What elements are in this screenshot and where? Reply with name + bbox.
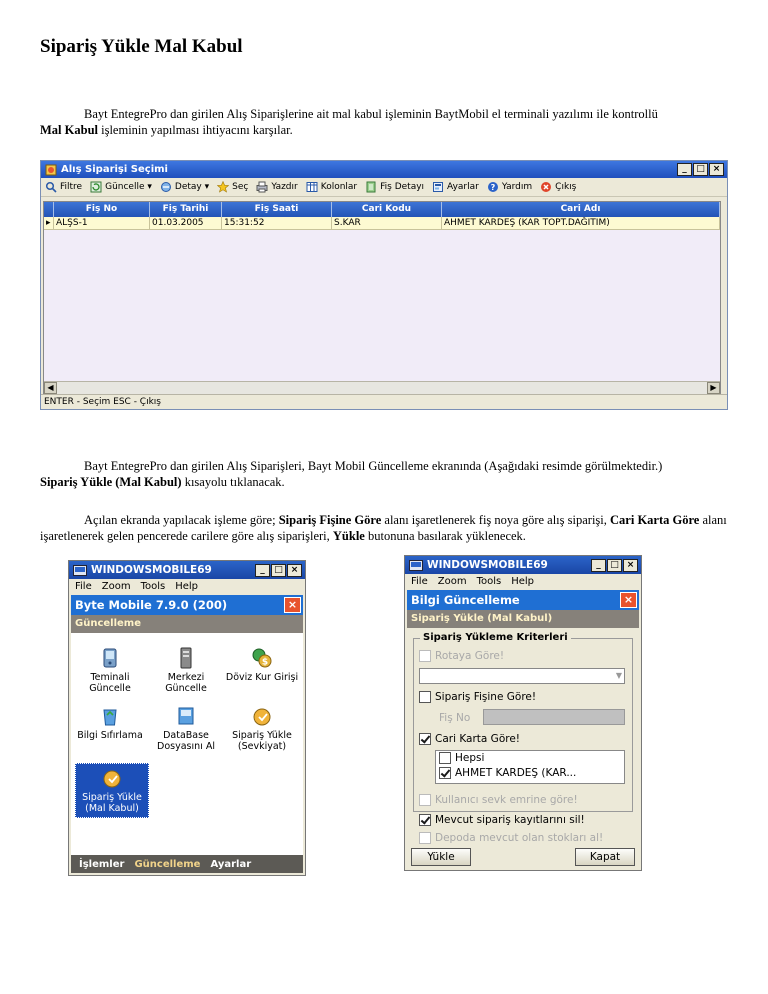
device-icon [409,560,423,571]
mobile-update-screen [68,560,306,876]
account-option[interactable]: Cari Karta Göre! [419,733,520,745]
central-update-shortcut[interactable]: Merkezi Güncelle [149,647,223,694]
menu-file[interactable]: File [411,576,428,587]
order-receive-icon [101,767,123,789]
menu-islemler[interactable]: İşlemler [79,858,125,870]
select-button[interactable]: Seç [217,181,248,193]
columns-button[interactable]: Kolonlar [306,181,357,193]
route-dropdown [419,668,625,684]
app-icon [45,164,57,176]
search-icon [45,181,57,193]
terminal-icon [99,647,121,669]
mobile-order-load-screen [404,555,642,871]
menu-tools[interactable]: Tools [476,576,502,587]
app-title: Bilgi Güncelleme × [407,590,639,610]
menu-zoom[interactable]: Zoom [101,581,131,592]
fis-no-input[interactable] [483,709,625,725]
close-dialog-button[interactable]: Kapat [575,848,635,866]
emulator-titlebar: WINDOWSMOBILE69 _ □ × [405,556,641,574]
order-receipt-option[interactable]: Sipariş Fişine Göre! [419,691,536,703]
cell-fis-tarihi: 01.03.2005 [150,217,222,229]
window-titlebar [41,161,727,178]
chevron-down-icon: ▼ [615,671,622,680]
delete-orders-checkbox[interactable] [419,814,431,826]
cell-cari-kodu: S.KAR [332,217,442,229]
update-button[interactable]: Güncelle ▾ [90,181,152,193]
column-header-fis-tarihi[interactable]: Fiş Tarihi [150,202,222,217]
emulator-titlebar: WINDOWSMOBILE69 _ □ × [69,561,305,579]
delete-orders-option[interactable]: Mevcut sipariş kayıtlarını sil! [419,814,585,826]
currency-icon [251,647,273,669]
menu-zoom[interactable]: Zoom [437,576,467,587]
menu-tools[interactable]: Tools [140,581,166,592]
app-close-button[interactable]: × [620,592,637,608]
user-shipment-checkbox [419,794,431,806]
bottom-menu [71,855,303,873]
close-button[interactable]: × [623,559,638,572]
scroll-right-icon[interactable]: ▶ [707,382,720,394]
all-accounts-checkbox[interactable] [439,752,451,764]
filter-button[interactable]: Filtre [45,181,82,193]
detail-icon [160,181,172,193]
page-title: Sipariş Yükle Mal Kabul [40,36,243,57]
recycle-icon [99,705,121,727]
menu-help[interactable]: Help [175,581,199,592]
warehouse-stock-option: Depoda mevcut olan stokları al! [419,832,603,844]
server-icon [175,647,197,669]
detail-button[interactable]: Detay ▾ [160,181,209,193]
exchange-rate-shortcut[interactable]: $ Döviz Kur Girişi [225,647,299,683]
app-close-button[interactable]: × [284,597,301,613]
order-load-icon [251,705,273,727]
column-header-fis-saati[interactable]: Fiş Saati [222,202,332,217]
menu-guncelleme[interactable]: Güncelleme [134,858,201,870]
all-accounts-option[interactable]: Hepsi [439,752,484,764]
account-item[interactable]: AHMET KARDEŞ (KAR... [439,767,576,779]
section-title: Sipariş Yükle (Mal Kabul) [407,610,639,628]
menu-ayarlar[interactable]: Ayarlar [210,858,252,870]
minimize-button[interactable]: _ [591,559,606,572]
print-button[interactable]: Yazdır [256,181,297,193]
maximize-button[interactable]: □ [607,559,622,572]
window-title: Alış Siparişi Seçimi [61,164,168,175]
account-item-checkbox[interactable] [439,767,451,779]
app-title: Byte Mobile 7.9.0 (200) × [71,595,303,615]
section-title: Güncelleme [71,615,303,633]
columns-icon [306,181,318,193]
warehouse-stock-checkbox [419,832,431,844]
grid-header [44,202,720,217]
intro-paragraph: Bayt EntegrePro dan girilen Alış Siparişlerine ait mal kabul işleminin BaytMobil el terminali yazılımı ile kontrollü Mal Kabul işleminin yapılması ihtiyacını karşılar. [40,107,658,137]
column-header-fis-no[interactable]: Fiş No [54,202,150,217]
terminal-update-shortcut[interactable]: Teminali Güncelle [73,647,147,694]
minimize-button[interactable]: _ [255,564,270,577]
close-button[interactable]: × [287,564,302,577]
refresh-icon [90,181,102,193]
column-header-cari-adi[interactable]: Cari Adı [442,202,720,217]
order-load-shipment-shortcut[interactable]: Sipariş Yükle (Sevkiyat) [225,705,299,752]
help-button[interactable]: ? Yardım [487,181,532,193]
database-file-shortcut[interactable]: DataBase Dosyasını Al [149,705,223,752]
scroll-left-icon[interactable]: ◀ [44,382,57,394]
cell-cari-adi: AHMET KARDEŞ (KAR TOPT.DAĞITIM) [442,217,720,229]
svg-text:$: $ [261,657,269,668]
cell-fis-saati: 15:31:52 [222,217,332,229]
printer-icon [256,181,268,193]
account-checkbox[interactable] [419,733,431,745]
order-selection-window [40,160,728,410]
svg-text:?: ? [490,183,496,192]
emulator-menu [69,579,305,594]
help-icon [487,181,499,193]
user-shipment-option: Kullanıcı sevk emrine göre! [419,794,578,806]
instruction-paragraph: Bayt EntegrePro dan girilen Alış Siparişleri, Bayt Mobil Güncelleme ekranında (Aşağıdaki resimde görülmektedir.) Sipariş Yükle (Mal Kabul) kısayolu tıklanacak. [40,459,663,489]
orders-grid [43,201,721,395]
route-checkbox [419,650,431,662]
row-indicator: ▸ [44,217,54,229]
menu-help[interactable]: Help [511,576,535,587]
database-icon [175,705,197,727]
route-option: Rotaya Göre! [419,650,504,662]
criteria-group [413,632,633,812]
receipt-detail-button[interactable]: Fiş Detayı [365,181,424,193]
emulator-menu [405,574,641,589]
criteria-group-label: Sipariş Yükleme Kriterleri [420,632,571,643]
close-button[interactable]: × [709,163,724,176]
table-row[interactable] [44,217,720,230]
reset-data-shortcut[interactable]: Bilgi Sıfırlama [73,705,147,741]
settings-button[interactable]: Ayarlar [432,181,479,193]
order-receipt-checkbox[interactable] [419,691,431,703]
menu-file[interactable]: File [75,581,92,592]
icon-grid [71,633,303,855]
star-icon [217,181,229,193]
maximize-button[interactable]: □ [693,163,708,176]
settings-icon [432,181,444,193]
exit-icon [540,181,552,193]
horizontal-scrollbar[interactable] [44,381,720,394]
toolbar [41,178,727,197]
device-icon [73,565,87,576]
exit-button[interactable]: Çıkış [540,181,576,193]
steps-paragraph: Açılan ekranda yapılacak işleme göre; Sipariş Fişine Göre alanı işaretlenerek fiş noya göre alış siparişi, Cari Karta Göre alanı işaretlenerek gelen pencerede carilere göre alış siparişleri, Yükle butonuna basılarak yüklenecek. [40,513,727,543]
maximize-button[interactable]: □ [271,564,286,577]
minimize-button[interactable]: _ [677,163,692,176]
column-header-cari-kodu[interactable]: Cari Kodu [332,202,442,217]
load-button[interactable]: Yükle [411,848,471,866]
order-load-receiving-shortcut[interactable]: Sipariş Yükle (Mal Kabul) [75,763,149,818]
document-icon [365,181,377,193]
status-bar: ENTER - Seçim ESC - Çıkış [41,394,727,409]
cell-fis-no: ALŞS-1 [54,217,150,229]
fis-no-label: Fiş No [439,712,471,724]
